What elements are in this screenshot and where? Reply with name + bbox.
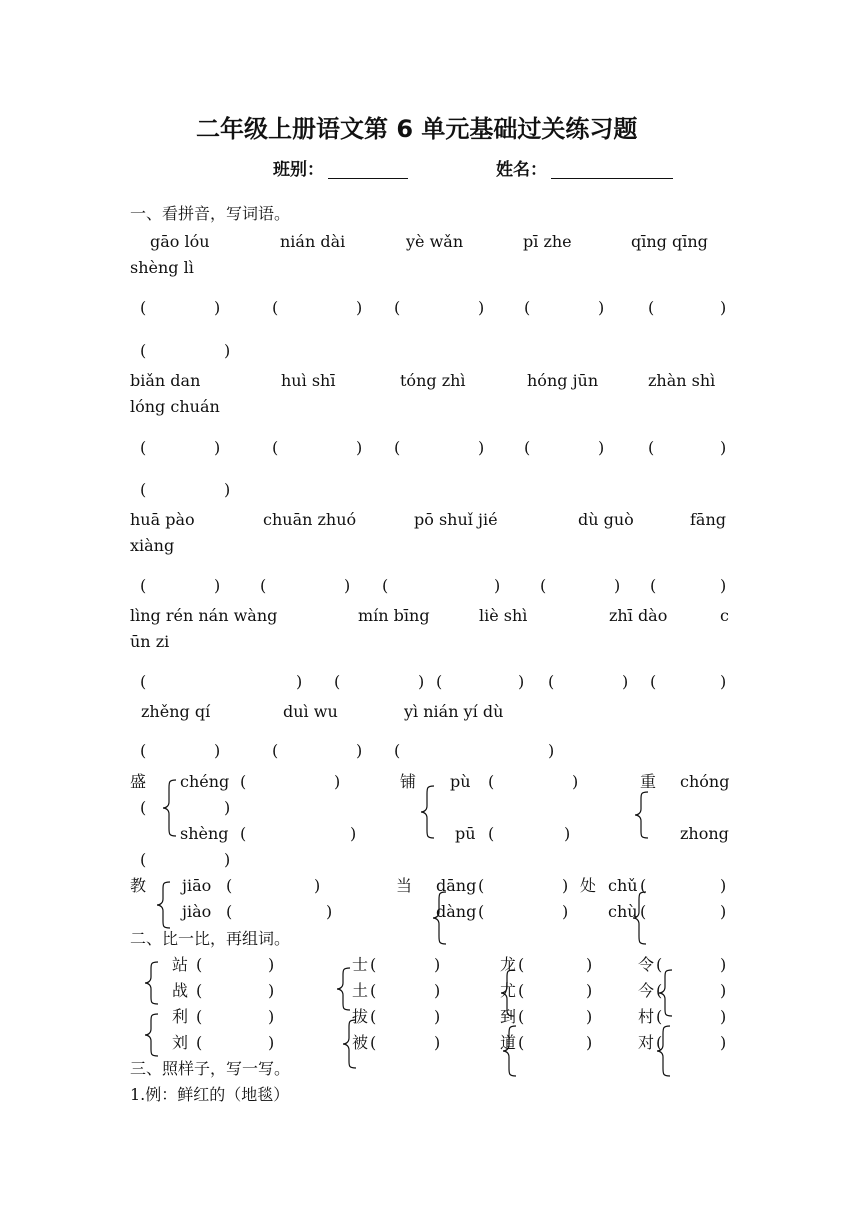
- page-title: 二年级上册语文第 6 单元基础过关练习题: [196, 115, 638, 143]
- char: 被: [352, 1033, 369, 1052]
- paren-close: ): [720, 955, 727, 974]
- name-blank: [551, 162, 673, 179]
- paren-open: (: [524, 438, 531, 457]
- paren-open: (: [656, 981, 663, 1000]
- paren-open: (: [518, 955, 525, 974]
- pinyin-pu-1: pū: [455, 824, 476, 843]
- paren-close: ): [720, 576, 727, 595]
- paren-close: ): [296, 672, 303, 691]
- brace: [656, 968, 676, 1018]
- paren-open: (: [518, 1033, 525, 1052]
- brace: [334, 966, 354, 1012]
- brace: [498, 968, 518, 1018]
- paren-close: ): [572, 772, 579, 791]
- paren-close: ): [598, 298, 605, 317]
- paren-open: (: [370, 1033, 377, 1052]
- paren-close: ): [356, 438, 363, 457]
- section-3-heading: 三、照样子，写一写。: [130, 1059, 291, 1078]
- paren-close: ): [356, 741, 363, 760]
- paren-open: (: [648, 438, 655, 457]
- paren-close: ): [562, 876, 569, 895]
- brace: [142, 960, 162, 1006]
- char: 村: [638, 1007, 655, 1026]
- paren-close: ): [214, 741, 221, 760]
- pinyin-7: biǎn dan: [130, 371, 201, 390]
- example-line: 1.例：鲜红的（地毯）: [130, 1085, 290, 1104]
- paren-open: (: [140, 576, 147, 595]
- paren-open: (: [656, 955, 663, 974]
- paren-open: (: [140, 850, 147, 869]
- paren-close: ): [720, 981, 727, 1000]
- pinyin-16: dù guò: [578, 510, 634, 529]
- pinyin-20: mín bīng: [358, 606, 430, 625]
- char: 对: [638, 1033, 655, 1052]
- paren-open: (: [650, 672, 657, 691]
- paren-open: (: [394, 298, 401, 317]
- paren-close: ): [564, 824, 571, 843]
- paren-open: (: [370, 955, 377, 974]
- char: 站: [172, 955, 189, 974]
- paren-close: ): [720, 876, 727, 895]
- pinyin-dang-1: dāng: [436, 876, 477, 895]
- paren-close: ): [224, 341, 231, 360]
- paren-close: ): [494, 576, 501, 595]
- pinyin-6: shèng lì: [130, 258, 194, 277]
- char: 土: [352, 981, 369, 1000]
- pinyin-25: zhěng qí: [141, 702, 211, 721]
- pinyin-21: liè shì: [479, 606, 528, 625]
- pinyin-13: huā pào: [130, 510, 195, 529]
- pinyin-2: nián dài: [280, 232, 346, 251]
- paren-close: ): [326, 902, 333, 921]
- paren-close: ): [224, 850, 231, 869]
- pinyin-dang-4: dàng: [436, 902, 477, 921]
- paren-open: (: [196, 955, 203, 974]
- paren-close: ): [268, 981, 275, 1000]
- class-blank: [328, 162, 408, 179]
- paren-open: (: [226, 876, 233, 895]
- brace: [630, 890, 650, 946]
- pinyin-chu-3: chǔ: [608, 876, 638, 895]
- paren-open: (: [648, 298, 655, 317]
- brace: [500, 1024, 520, 1078]
- char: 到: [500, 1007, 517, 1026]
- paren-close: ): [614, 576, 621, 595]
- paren-close: ): [356, 298, 363, 317]
- pinyin-15: pō shuǐ jié: [414, 510, 498, 529]
- pinyin-sheng: shèng: [180, 824, 229, 843]
- paren-open: (: [196, 1007, 203, 1026]
- pinyin-24: ūn zi: [130, 632, 170, 651]
- pinyin-10: hóng jūn: [527, 371, 599, 390]
- pinyin-14: chuān zhuó: [263, 510, 357, 529]
- paren-open: (: [140, 672, 147, 691]
- paren-open: (: [382, 576, 389, 595]
- paren-close: ): [214, 298, 221, 317]
- paren-open: (: [656, 1033, 663, 1052]
- pinyin-zhong: zhong: [680, 824, 729, 843]
- paren-open: (: [524, 298, 531, 317]
- pinyin-cheng: chéng: [180, 772, 230, 791]
- paren-close: ): [434, 955, 441, 974]
- paren-open: (: [540, 576, 547, 595]
- paren-open: (: [140, 741, 147, 760]
- paren-close: ): [586, 1033, 593, 1052]
- paren-close: ): [214, 438, 221, 457]
- char: 刘: [172, 1033, 189, 1052]
- paren-close: ): [268, 1007, 275, 1026]
- paren-open: (: [394, 741, 401, 760]
- paren-open: (: [436, 672, 443, 691]
- paren-open: (: [370, 1007, 377, 1026]
- pinyin-22: zhī dào: [609, 606, 668, 625]
- paren-close: ): [720, 298, 727, 317]
- paren-open: (: [656, 1007, 663, 1026]
- paren-close: ): [518, 672, 525, 691]
- paren-close: ): [434, 981, 441, 1000]
- paren-close: ): [598, 438, 605, 457]
- paren-open: (: [196, 981, 203, 1000]
- name-field: [496, 162, 673, 179]
- section-2-heading: 二、比一比，再组词。: [130, 929, 291, 948]
- paren-close: ): [720, 1007, 727, 1026]
- char: 龙: [500, 955, 517, 974]
- pinyin-9: tóng zhì: [400, 371, 466, 390]
- class-label: 班别：: [273, 160, 324, 180]
- pinyin-3: yè wǎn: [406, 232, 464, 251]
- paren-open: (: [196, 1033, 203, 1052]
- char: 今: [638, 981, 655, 1000]
- paren-close: ): [268, 955, 275, 974]
- paren-close: ): [434, 1033, 441, 1052]
- paren-open: (: [488, 824, 495, 843]
- pinyin-26: duì wu: [283, 702, 338, 721]
- brace: [154, 880, 174, 930]
- paren-open: (: [548, 672, 555, 691]
- pinyin-17: fāng: [690, 510, 727, 529]
- paren-close: ): [720, 902, 727, 921]
- paren-open: (: [272, 298, 279, 317]
- paren-close: ): [548, 741, 555, 760]
- paren-open: (: [240, 772, 247, 791]
- paren-open: (: [518, 981, 525, 1000]
- char: 道: [500, 1033, 517, 1052]
- paren-close: ): [224, 480, 231, 499]
- paren-close: ): [478, 438, 485, 457]
- paren-close: ): [478, 298, 485, 317]
- paren-close: ): [720, 1033, 727, 1052]
- paren-open: (: [140, 798, 147, 817]
- pinyin-12: lóng chuán: [130, 397, 220, 416]
- char: 令: [638, 955, 655, 974]
- paren-close: ): [586, 955, 593, 974]
- brace: [632, 790, 652, 840]
- paren-close: ): [434, 1007, 441, 1026]
- paren-open: (: [260, 576, 267, 595]
- paren-close: ): [214, 576, 221, 595]
- char: 利: [172, 1007, 189, 1026]
- char: 士: [352, 955, 369, 974]
- paren-close: ): [334, 772, 341, 791]
- paren-open: (: [518, 1007, 525, 1026]
- paren-open: (: [650, 576, 657, 595]
- paren-close: ): [586, 1007, 593, 1026]
- pinyin-pu-4: pù: [450, 772, 471, 791]
- paren-close: ): [720, 438, 727, 457]
- pinyin-jiao-1: jiāo: [182, 876, 212, 895]
- paren-open: (: [334, 672, 341, 691]
- paren-open: (: [640, 902, 647, 921]
- paren-open: (: [140, 438, 147, 457]
- paren-open: (: [272, 741, 279, 760]
- pinyin-chong: chóng: [680, 772, 730, 791]
- paren-close: ): [622, 672, 629, 691]
- char: 拔: [352, 1007, 369, 1026]
- paren-close: ): [562, 902, 569, 921]
- char-pu: 铺: [400, 772, 417, 791]
- brace: [418, 784, 438, 840]
- brace: [160, 778, 180, 838]
- paren-open: (: [478, 902, 485, 921]
- char-zhong: 重: [640, 772, 657, 791]
- char: 尤: [500, 981, 517, 1000]
- pinyin-8: huì shī: [281, 371, 336, 390]
- brace: [430, 890, 450, 946]
- paren-open: (: [140, 341, 147, 360]
- pinyin-11: zhàn shì: [648, 371, 716, 390]
- pinyin-1: gāo lóu: [150, 232, 210, 251]
- pinyin-5: qīng qīng: [631, 232, 708, 251]
- pinyin-19: lìng rén nán wàng: [130, 606, 278, 625]
- paren-close: ): [350, 824, 357, 843]
- paren-open: (: [394, 438, 401, 457]
- pinyin-18: xiàng: [130, 536, 175, 555]
- paren-close: ): [586, 981, 593, 1000]
- pinyin-jiao-4: jiào: [182, 902, 212, 921]
- class-field: [273, 162, 408, 179]
- paren-open: (: [640, 876, 647, 895]
- paren-open: (: [140, 480, 147, 499]
- name-label: 姓名：: [496, 160, 547, 180]
- char-dang: 当: [396, 876, 413, 895]
- paren-close: ): [314, 876, 321, 895]
- brace: [142, 1012, 162, 1058]
- paren-close: ): [720, 672, 727, 691]
- paren-open: (: [272, 438, 279, 457]
- paren-open: (: [488, 772, 495, 791]
- pinyin-chu-4: chù: [608, 902, 638, 921]
- brace: [654, 1024, 674, 1078]
- paren-open: (: [478, 876, 485, 895]
- brace: [340, 1018, 360, 1070]
- char: 战: [172, 981, 189, 1000]
- pinyin-23: c: [720, 606, 729, 625]
- paren-open: (: [240, 824, 247, 843]
- paren-close: ): [344, 576, 351, 595]
- paren-open: (: [140, 298, 147, 317]
- paren-open: (: [370, 981, 377, 1000]
- char-jiao: 教: [130, 876, 147, 895]
- paren-close: ): [224, 798, 231, 817]
- pinyin-4: pī zhe: [523, 232, 572, 251]
- section-1-heading: 一、看拼音，写词语。: [130, 204, 291, 223]
- pinyin-27: yì nián yí dù: [404, 702, 504, 721]
- char-sheng: 盛: [130, 772, 147, 791]
- paren-close: ): [418, 672, 425, 691]
- char-chu: 处: [580, 876, 597, 895]
- paren-close: ): [268, 1033, 275, 1052]
- paren-open: (: [226, 902, 233, 921]
